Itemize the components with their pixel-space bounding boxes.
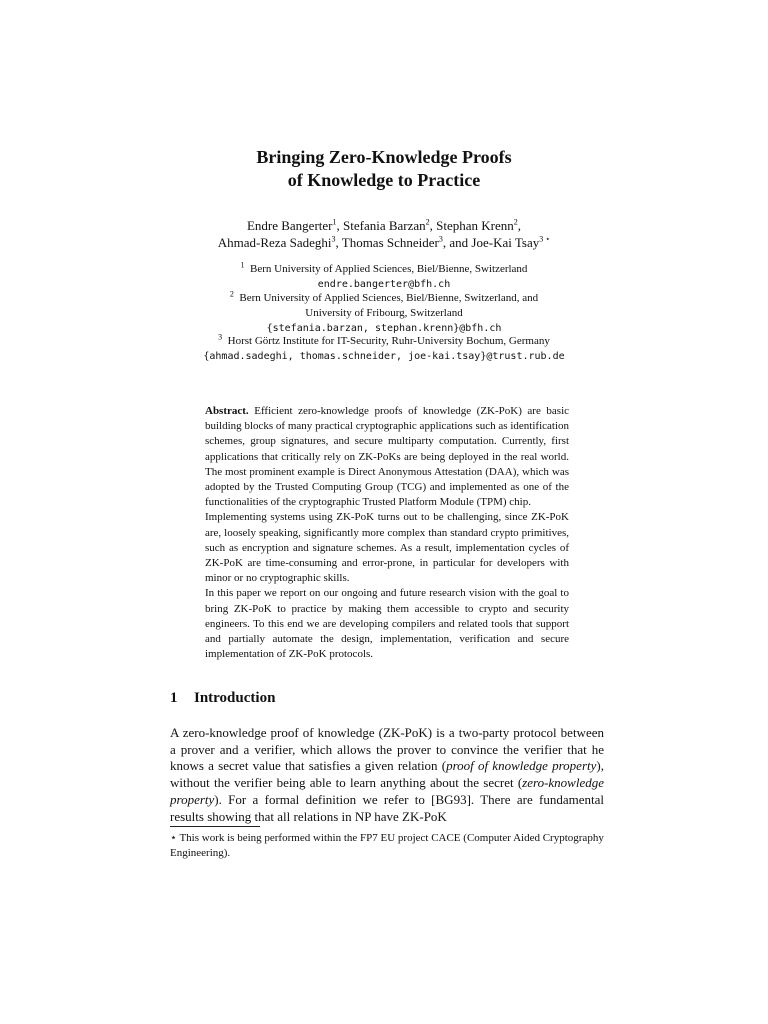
section-title: Introduction: [194, 690, 276, 706]
abstract-paragraph-2: Implementing systems using ZK-PoK turns out to be challenging, since ZK-PoK are, loosely speaking, significantly more complex than standard crypto primitives, such as encryption and signature schemes. As a result, implementation cycles of ZK-PoK are time-consuming and error-prone, in particular for developers with minor or no cryptographic skills.: [205, 511, 569, 585]
intro-text: [170, 725, 604, 825]
affiliation-email: endre.bangerter@bfh.ch: [317, 279, 451, 290]
author-affil-mark: 2: [513, 217, 518, 227]
footnote: [170, 831, 604, 861]
author-separator: ,: [335, 235, 342, 250]
affiliation-3: [0, 334, 768, 364]
paper-title: [0, 146, 768, 192]
author-name: Stefania Barzan: [343, 218, 426, 233]
affiliation-email: {stefania.barzan, stephan.krenn}@bfh.ch: [266, 323, 502, 334]
section-heading: [170, 690, 275, 707]
author-affil-mark: 2: [425, 217, 430, 227]
affiliation-1: [0, 262, 768, 292]
authors-line-2: [0, 234, 768, 251]
affiliation-email: {ahmad.sadeghi, thomas.schneider, joe-kai.tsay}@trust.rub.de: [203, 351, 565, 362]
abstract-text: Efficient zero-knowledge proofs of knowledge (ZK-PoK) are basic building blocks of many practical cryptographic applications such as identification schemes, group signatures, and secure multiparty computation. Currently, first applications that critically rely on ZK-PoKs are being deployed in the real world. The most prominent example is Direct Anonymous Attestation (DAA), which was adopted by the Trusted Computing Group (TCG) and implemented as one of the functionalities of the cryptographic Trusted Platform Module (TPM) chip.: [205, 405, 570, 509]
affiliation-text: Bern University of Applied Sciences, Biel/Bienne, Switzerland: [250, 263, 528, 275]
authors-line-1: [0, 217, 768, 234]
title-line-1: Bringing Zero-Knowledge Proofs: [256, 147, 512, 167]
section-number: 1: [170, 690, 178, 706]
abstract: [205, 404, 569, 662]
author-affil-mark: 3: [331, 234, 336, 244]
intro-text-run: A zero-knowledge proof of knowledge (ZK-PoK) is a two-party protocol between a prover and a verifier, which allows the prover to convince the verifier that he knows a secret value that satisfies a given relation (: [170, 725, 604, 774]
author-affil-mark: 3: [438, 234, 443, 244]
title-line-2: of Knowledge to Practice: [287, 170, 481, 190]
intro-text-run: ), without the verifier being able to learn anything about the secret (: [170, 758, 604, 791]
author-affil-mark: 1: [332, 217, 337, 227]
author-separator: ,: [429, 218, 437, 233]
intro-text-run: ). For a formal definition we refer to [BG93]. There are fundamental results showing that all relations in NP have ZK-PoK: [170, 791, 604, 824]
intro-emphasis: zero-knowledge property: [170, 775, 604, 807]
footnote-mark: ⋆: [170, 832, 177, 844]
abstract-paragraph-1: [205, 404, 569, 510]
author-list: [0, 217, 768, 251]
author-name: Thomas Schneider: [341, 235, 439, 250]
affiliation-mark: 2: [229, 289, 234, 299]
intro-emphasis: proof of knowledge property: [446, 758, 597, 774]
affiliation-text: Bern University of Applied Sciences, Biel/Bienne, Switzerland, and: [239, 292, 539, 304]
intro-paragraph: [170, 725, 604, 825]
footnote-rule: [170, 826, 260, 827]
author-affil-mark: 3 ⋆: [539, 234, 551, 244]
abstract-label: Abstract.: [205, 405, 249, 417]
author-name: Endre Bangerter: [246, 218, 333, 233]
footnote-text: This work is being performed within the FP7 EU project CACE (Computer Aided Cryptography Engineering).: [170, 832, 604, 859]
author-separator: ,: [336, 218, 343, 233]
affiliation-text: Horst Görtz Institute for IT-Security, Ruhr-University Bochum, Germany: [227, 335, 550, 347]
author-name: Ahmad-Reza Sadeghi: [217, 235, 332, 250]
author-name: Joe-Kai Tsay: [471, 235, 540, 250]
author-separator: , and: [442, 235, 472, 250]
affiliation-text-2: University of Fribourg, Switzerland: [305, 307, 463, 319]
affiliation-mark: 1: [240, 260, 245, 270]
affiliation-mark: 3: [218, 332, 223, 342]
abstract-paragraph-3: In this paper we report on our ongoing and future research vision with the goal to bring ZK-PoK to practice by making them accessible to crypto and security engineers. To this end we are developing compilers and related tools that support and partially automate the design, implementation, verification and secure implementation of ZK-PoK protocols.: [205, 587, 569, 661]
affiliation-2: [0, 291, 768, 336]
author-name: Stephan Krenn: [436, 218, 514, 233]
author-separator: ,: [517, 218, 522, 233]
